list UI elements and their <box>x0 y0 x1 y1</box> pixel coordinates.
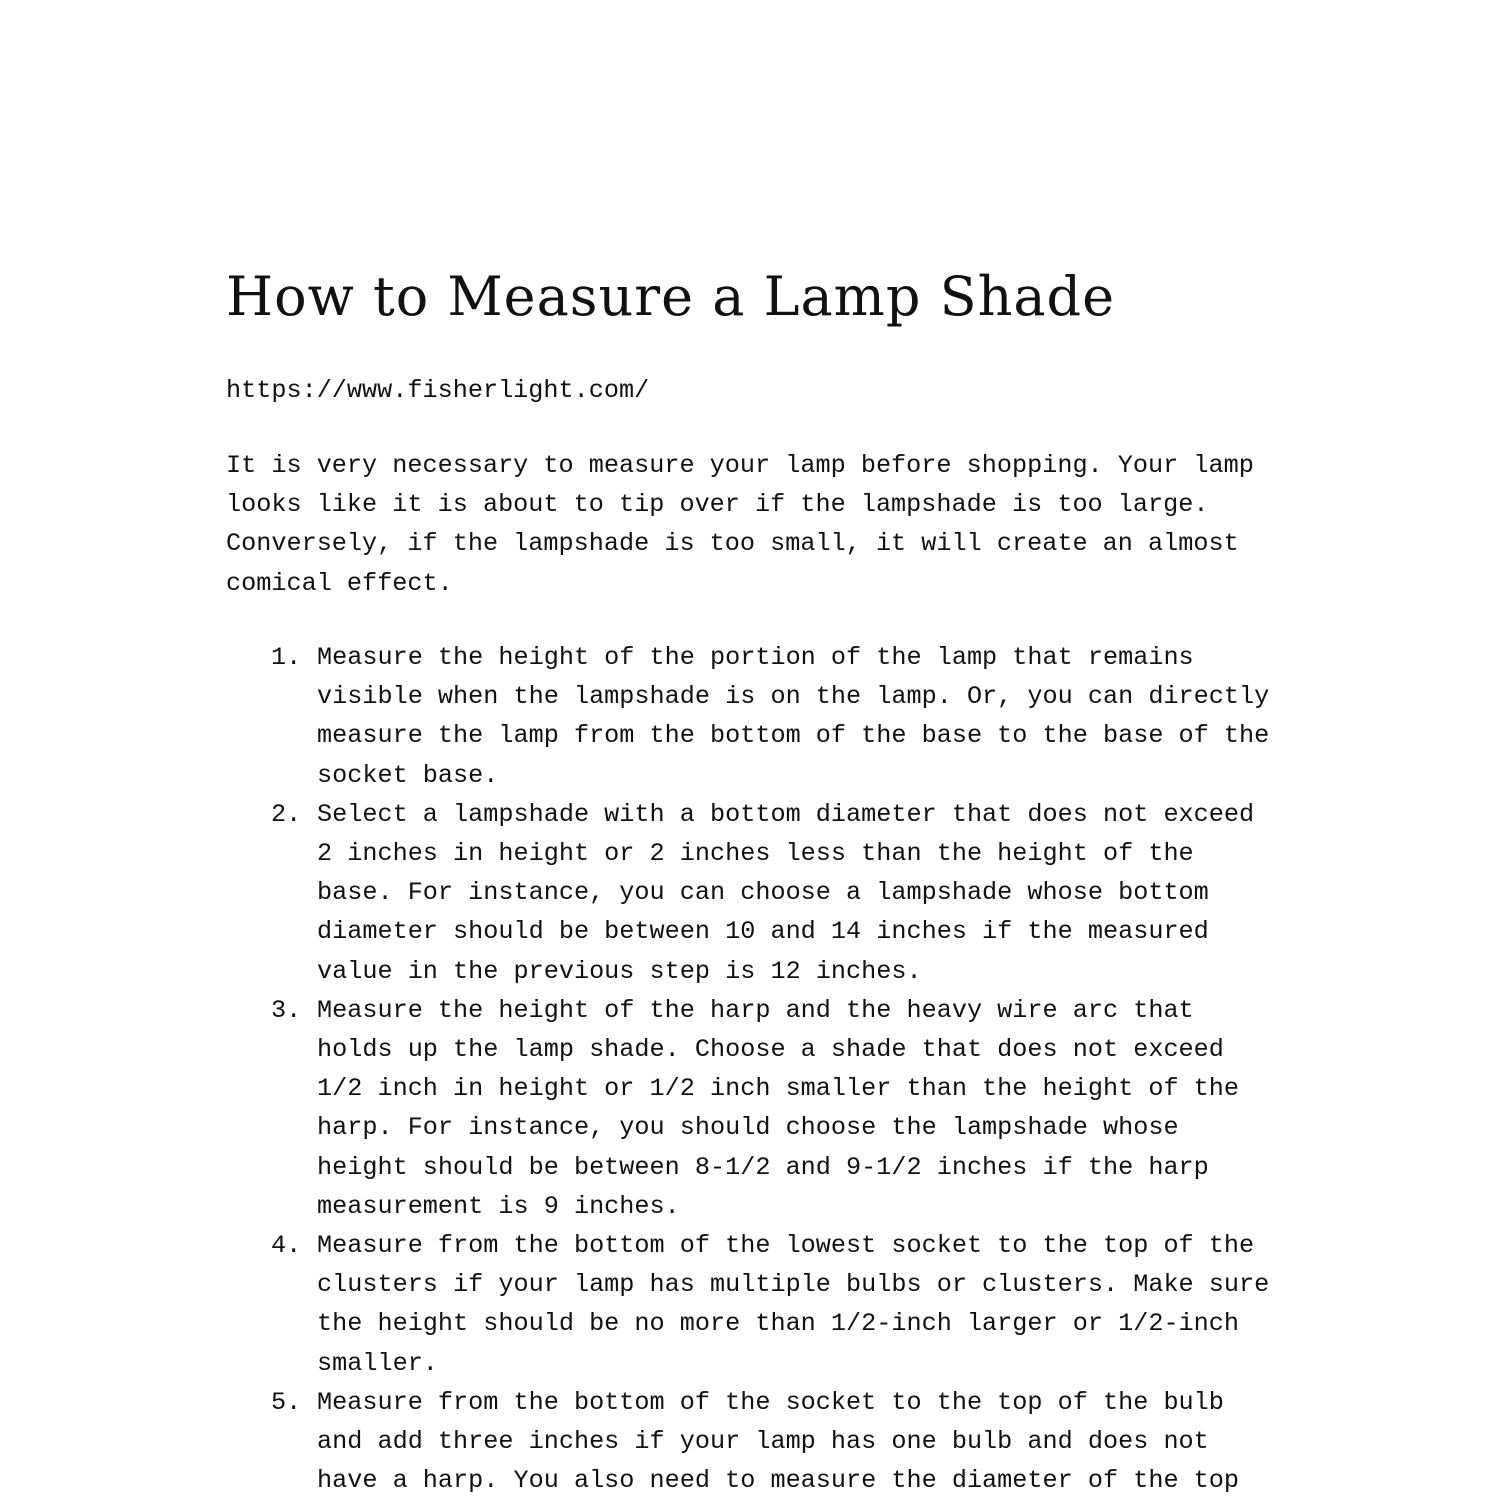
step-item <box>226 991 1286 1226</box>
step-line: socket base. <box>317 760 499 790</box>
step-item <box>226 1226 1286 1383</box>
step-line: base. For instance, you can choose a lampshade whose bottom <box>317 878 1209 908</box>
step-line: clusters if your lamp has multiple bulbs or clusters. Make sure <box>317 1270 1270 1300</box>
intro-line: It is very necessary to measure your lamp before shopping. Your lamp <box>226 451 1254 480</box>
step-line: Measure the height of the portion of the lamp that remains <box>317 643 1194 672</box>
step-line: value in the previous step is 12 inches. <box>317 956 922 986</box>
step-line: harp. For instance, you should choose the lampshade whose <box>317 1113 1179 1143</box>
step-item <box>226 795 1286 991</box>
step-line: diameter should be between 10 and 14 inches if the measured <box>317 917 1209 947</box>
page-title: How to Measure a Lamp Shade <box>226 265 1116 328</box>
step-number: 1. <box>271 643 302 672</box>
step-line: holds up the lamp shade. Choose a shade that does not exceed <box>317 1035 1224 1065</box>
step-line: and add three inches if your lamp has one bulb and does not <box>317 1427 1209 1457</box>
step-line: the height should be no more than 1/2-inch larger or 1/2-inch <box>317 1309 1240 1339</box>
step-number: 2. <box>271 799 302 829</box>
intro-line: looks like it is about to tip over if the lampshade is too large. <box>226 490 1209 520</box>
source-url: https://www.fisherlight.com/ <box>226 376 650 405</box>
step-line: height should be between 8-1/2 and 9-1/2 inches if the harp <box>317 1152 1209 1182</box>
step-number: 5. <box>271 1387 302 1417</box>
steps-list <box>226 638 1286 1500</box>
step-line: measure the lamp from the bottom of the base to the base of the <box>317 721 1270 751</box>
intro-line: Conversely, if the lampshade is too small, it will create an almost <box>226 529 1239 559</box>
step-line: have a harp. You also need to measure the diameter of the top <box>317 1466 1240 1496</box>
intro-line: comical effect. <box>226 568 453 598</box>
step-line: 2 inches in height or 2 inches less than the height of the <box>317 839 1194 869</box>
step-line: Measure from the bottom of the lowest socket to the top of the <box>317 1231 1255 1261</box>
step-line: 1/2 inch in height or 1/2 inch smaller than the height of the <box>317 1074 1240 1104</box>
step-line: visible when the lampshade is on the lamp. Or, you can directly <box>317 682 1270 712</box>
step-line: measurement is 9 inches. <box>317 1191 680 1221</box>
step-line: Measure the height of the harp and the heavy wire arc that <box>317 995 1194 1025</box>
step-line: smaller. <box>317 1348 438 1378</box>
step-number: 4. <box>271 1231 302 1261</box>
step-line: Select a lampshade with a bottom diameter that does not exceed <box>317 799 1255 829</box>
intro-paragraph <box>226 446 1286 603</box>
step-line: Measure from the bottom of the socket to the top of the bulb <box>317 1387 1224 1417</box>
step-item <box>226 638 1286 795</box>
step-number: 3. <box>271 995 302 1025</box>
step-item <box>226 1383 1286 1500</box>
